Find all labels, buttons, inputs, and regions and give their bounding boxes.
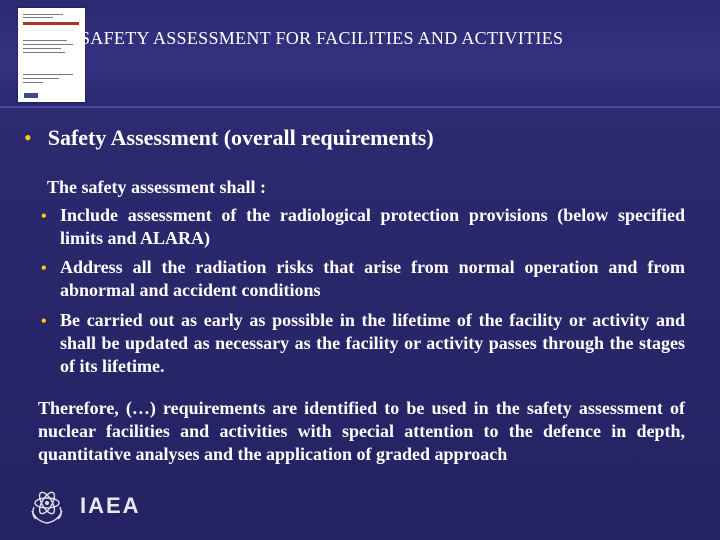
- bullet-dot-icon: •: [41, 313, 47, 330]
- list-item-text: Be carried out as early as possible in the lifetime of the facility or activity and shall be updated as necessary as the facility or activity passes through the stages of its lifetime.: [60, 310, 685, 376]
- main-bullet: [24, 125, 434, 151]
- intro-text: The safety assessment shall :: [47, 177, 266, 197]
- header-band: [0, 0, 720, 108]
- list-item-text: Address all the radiation risks that arise from normal operation and from abnormal and accident conditions: [60, 257, 685, 300]
- bullet-heading: Safety Assessment (overall requirements): [47, 125, 434, 150]
- slide-title: SAFETY ASSESSMENT FOR FACILITIES AND ACTIVITIES: [80, 28, 564, 48]
- conclusion-text: Therefore, (…) requirements are identified to be used in the safety assessment of nuclear facilities and activities with special attention to the defence in depth, quantitative analyses and the application of graded approach: [38, 398, 685, 464]
- list-item: [41, 256, 685, 302]
- iaea-emblem-icon: [28, 485, 66, 525]
- list-item: [41, 204, 685, 250]
- bullet-dot-icon: •: [24, 125, 32, 150]
- header-divider: [0, 106, 720, 108]
- bullet-dot-icon: •: [41, 260, 47, 277]
- list-item: [41, 309, 685, 378]
- iaea-logo-text: IAEA: [80, 493, 141, 518]
- list-item-text: Include assessment of the radiological protection provisions (below specified limits and ALARA): [60, 205, 685, 248]
- bullet-dot-icon: •: [41, 208, 47, 225]
- safety-standards-booklet-image: [18, 8, 85, 102]
